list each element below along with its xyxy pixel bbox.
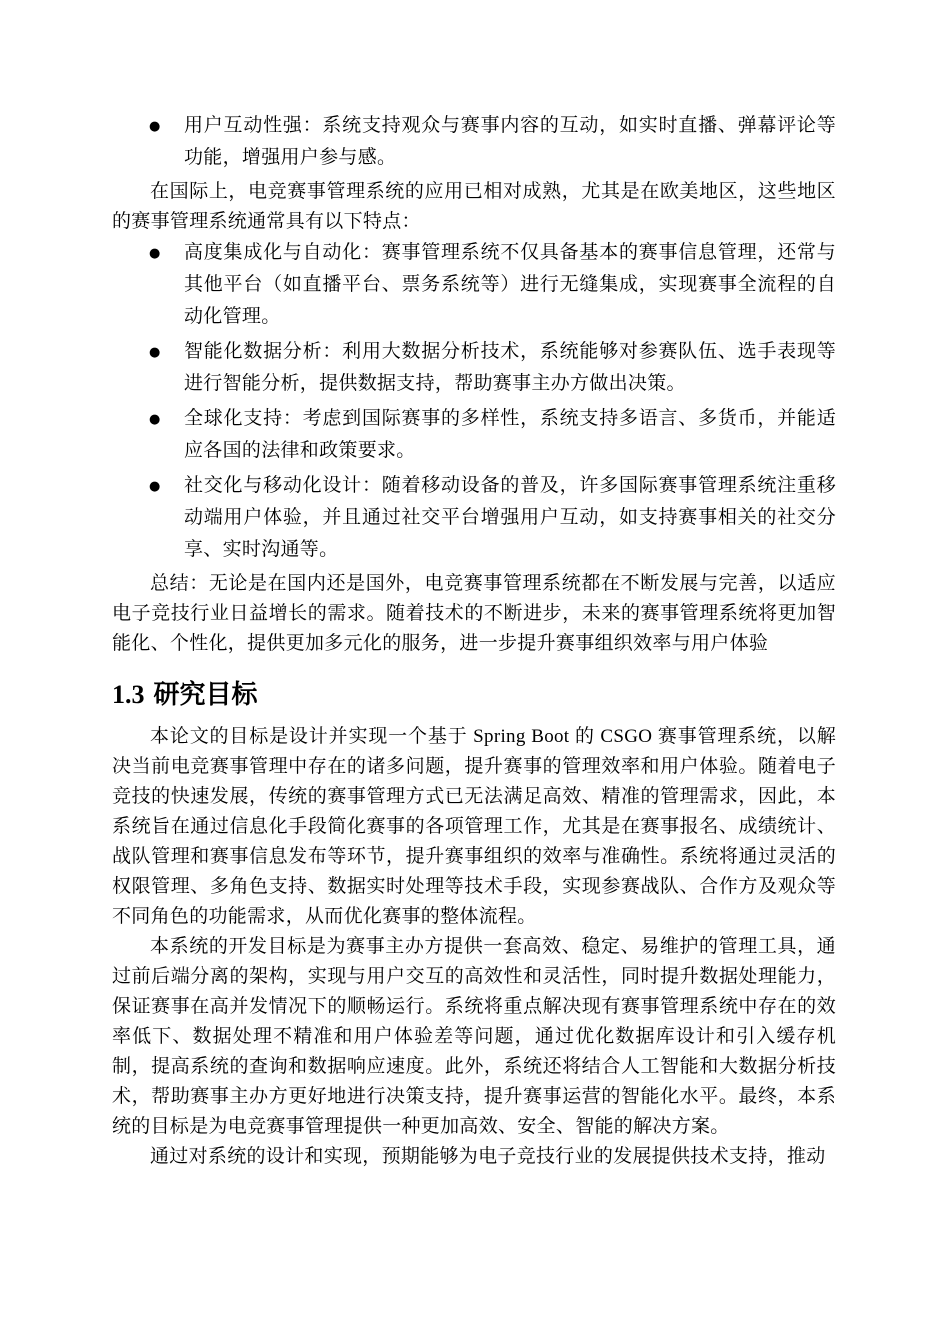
section-heading bbox=[112, 676, 836, 713]
international-features-list bbox=[112, 237, 836, 566]
list-item bbox=[112, 470, 836, 566]
paragraph-international-intro: 在国际上，电竞赛事管理系统的应用已相对成熟，尤其是在欧美地区，这些地区的赛事管理系统通常具有以下特点： bbox=[112, 181, 836, 232]
paragraph-summary: 总结：无论是在国内还是国外，电竞赛事管理系统都在不断发展与完善，以适应电子竞技行业日益增长的需求。随着技术的不断进步，未来的赛事管理系统将更加智能化、个性化，提供更加多元化的服务，进一步提升赛事组织效率与用户体验 bbox=[112, 573, 836, 654]
bullet-icon: ● bbox=[149, 345, 161, 360]
section-number: 1.3 bbox=[112, 680, 145, 709]
bullet-icon: ● bbox=[149, 479, 161, 494]
bullet-icon: ● bbox=[149, 119, 161, 134]
domestic-features-list bbox=[112, 110, 836, 174]
list-item bbox=[112, 110, 836, 174]
list-item-text: 社交化与移动化设计：随着移动设备的普及，许多国际赛事管理系统注重移动端用户体验，并且通过社交平台增强用户互动，如支持赛事相关的社交分享、实时沟通等。 bbox=[184, 475, 836, 560]
section-paragraph: 通过对系统的设计和实现，预期能够为电子竞技行业的发展提供技术支持，推动 bbox=[150, 1146, 826, 1167]
list-item-text: 智能化数据分析：利用大数据分析技术，系统能够对参赛队伍、选手表现等进行智能分析，提供数据支持，帮助赛事主办方做出决策。 bbox=[184, 341, 836, 394]
list-item bbox=[112, 336, 836, 400]
page-content bbox=[112, 110, 836, 1172]
list-item bbox=[112, 237, 836, 333]
section-title: 研究目标 bbox=[153, 679, 258, 709]
list-item bbox=[112, 403, 836, 467]
section-paragraph: 本论文的目标是设计并实现一个基于 Spring Boot 的 CSGO 赛事管理系统，以解决当前电竞赛事管理中存在的诸多问题，提升赛事的管理效率和用户体验。随着电子竞技的快速发展，传统的赛事管理方式已无法满足高效、精准的管理需求，因此，本系统旨在通过信息化手段简化赛事的各项管理工作，尤其是在赛事报名、成绩统计、战队管理和赛事信息发布等环节，提升赛事组织的效率与准确性。系统将通过灵活的权限管理、多角色支持、数据实时处理等技术手段，实现参赛战队、合作方及观众等不同角色的功能需求，从而优化赛事的整体流程。 bbox=[112, 726, 836, 927]
list-item-text: 用户互动性强：系统支持观众与赛事内容的互动，如实时直播、弹幕评论等功能，增强用户参与感。 bbox=[184, 115, 836, 168]
bullet-icon: ● bbox=[149, 246, 161, 261]
list-item-text: 全球化支持：考虑到国际赛事的多样性，系统支持多语言、多货币，并能适应各国的法律和政策要求。 bbox=[184, 408, 836, 461]
bullet-icon: ● bbox=[149, 412, 161, 427]
section-paragraph: 本系统的开发目标是为赛事主办方提供一套高效、稳定、易维护的管理工具，通过前后端分离的架构，实现与用户交互的高效性和灵活性，同时提升数据处理能力，保证赛事在高并发情况下的顺畅运行。系统将重点解决现有赛事管理系统中存在的效率低下、数据处理不精准和用户体验差等问题，通过优化数据库设计和引入缓存机制，提高系统的查询和数据响应速度。此外，系统还将结合人工智能和大数据分析技术，帮助赛事主办方更好地进行决策支持，提升赛事运营的智能化水平。最终，本系统的目标是为电竞赛事管理提供一种更加高效、安全、智能的解决方案。 bbox=[112, 936, 836, 1137]
list-item-text: 高度集成化与自动化：赛事管理系统不仅具备基本的赛事信息管理，还常与其他平台（如直播平台、票务系统等）进行无缝集成，实现赛事全流程的自动化管理。 bbox=[184, 242, 836, 327]
